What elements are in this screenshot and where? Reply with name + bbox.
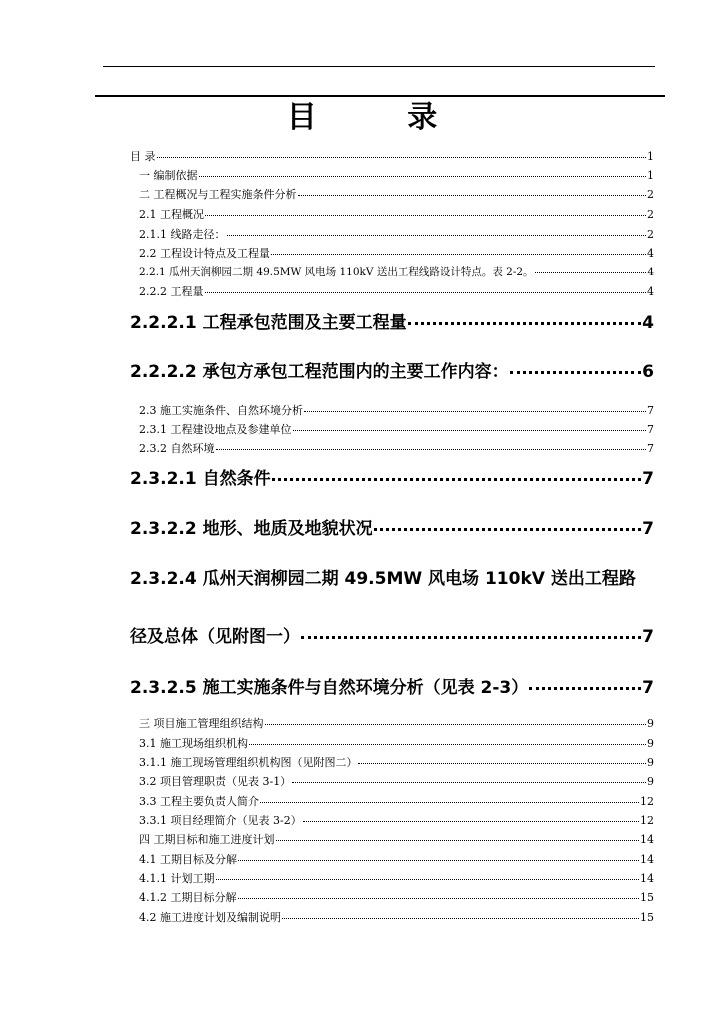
toc-leader: [293, 430, 647, 431]
toc-entry-page: 15: [640, 911, 654, 924]
toc-entry[interactable]: [130, 673, 654, 697]
toc-entry-text: 2.3.2 自然环境: [139, 442, 215, 455]
toc-entry[interactable]: [139, 402, 654, 417]
toc-entry-text: 2.3.2.5 施工实施条件与自然环境分析（见表 2-3）: [130, 678, 529, 698]
toc-entry-page: 14: [640, 872, 654, 885]
toc-leader: [282, 918, 639, 919]
toc-entry[interactable]: [139, 754, 654, 769]
toc-entry[interactable]: [139, 206, 654, 221]
toc-leader: [374, 528, 642, 531]
toc-leader: [205, 292, 647, 293]
toc-entry-text: 4.2 施工进度计划及编制说明: [139, 911, 281, 924]
toc-entry-text: 3.3 工程主要负责人简介: [139, 795, 259, 808]
toc-entry[interactable]: [139, 186, 654, 201]
toc-entry-text: 2.3.1 工程建设地点及参建单位: [139, 423, 292, 436]
toc-leader: [238, 860, 639, 861]
toc-entry-page: 4: [647, 266, 654, 278]
toc-entry-page: 2: [647, 228, 654, 241]
toc-entry[interactable]: [139, 851, 654, 866]
toc-entry-text: 2.2.1 瓜州天润柳园二期 49.5MW 风电场 110kV 送出工程线路设计特点。表 2-2。: [139, 266, 534, 278]
toc-entry-text: 三 项目施工管理组织结构: [139, 717, 264, 730]
toc-entry[interactable]: [139, 870, 654, 885]
toc-entry[interactable]: [139, 735, 654, 750]
toc-entry-text: 3.3.1 项目经理简介（见表 3-2）: [139, 814, 302, 827]
toc-entry-text: 2.1 工程概况: [139, 208, 204, 221]
toc-entry-page: 4: [642, 313, 654, 333]
toc-entry[interactable]: [139, 715, 654, 730]
toc-entry-text: 二 工程概况与工程实施条件分析: [139, 188, 297, 201]
toc-entry[interactable]: [139, 421, 654, 436]
toc-entry-page: 1: [647, 150, 654, 163]
toc-entry-page: 7: [642, 519, 654, 539]
toc-entry-page: 14: [640, 833, 654, 846]
toc-entry-text: 一 编制依据: [139, 169, 198, 182]
toc-entry-page: 9: [647, 756, 654, 769]
toc-leader: [205, 215, 646, 216]
toc-leader: [265, 724, 647, 725]
toc-entry[interactable]: [130, 464, 654, 488]
toc-entry-page: 7: [647, 423, 654, 436]
toc-entry[interactable]: [139, 773, 654, 788]
toc-entry-page: 9: [647, 737, 654, 750]
toc-leader: [271, 254, 646, 255]
toc-entry-text: 2.3.2.2 地形、地质及地貌状况: [130, 519, 373, 539]
toc-entry[interactable]: [130, 148, 654, 163]
toc-leader: [272, 478, 642, 481]
toc-entry[interactable]: [139, 831, 654, 846]
toc-entry[interactable]: [139, 889, 654, 904]
toc-entry[interactable]: [139, 226, 654, 241]
toc-leader: [249, 744, 646, 745]
toc-entry-page: 9: [647, 775, 654, 788]
toc-leader: [358, 763, 646, 764]
toc-leader: [408, 322, 642, 325]
toc-leader: [199, 176, 647, 177]
toc-entry-text: 四 工期目标和施工进度计划: [139, 833, 275, 846]
toc-leader: [216, 449, 647, 450]
toc-leader: [298, 195, 647, 196]
toc-entry-page: 2: [647, 188, 654, 201]
toc-leader: [292, 782, 646, 783]
toc-entry-page: 2: [647, 208, 654, 221]
toc-entry-page: 7: [642, 469, 654, 489]
toc-entry[interactable]: [139, 909, 654, 924]
toc-leader: [304, 411, 646, 412]
toc-leader: [535, 272, 647, 273]
toc-entry-page: 7: [642, 678, 654, 698]
toc-entry-text: 2.3 施工实施条件、自然环境分析: [139, 404, 303, 417]
toc-leader: [301, 636, 641, 639]
toc-entry-page: 12: [640, 795, 654, 808]
toc-entry-text: 径及总体（见附图一）: [130, 627, 300, 647]
toc-entry[interactable]: [130, 357, 654, 381]
toc-leader: [510, 371, 642, 374]
toc-entry[interactable]: [139, 283, 654, 298]
toc-entry-page: 14: [640, 853, 654, 866]
toc-entry[interactable]: [130, 622, 654, 646]
toc-entry-text: 3.1.1 施工现场管理组织机构图（见附图二）: [139, 756, 358, 769]
toc-entry[interactable]: [139, 167, 654, 182]
toc-leader: [276, 840, 640, 841]
toc-leader: [529, 687, 641, 690]
toc-entry[interactable]: [139, 264, 654, 279]
toc-entry[interactable]: [139, 440, 654, 455]
toc-leader: [227, 235, 647, 236]
toc-entry-text: 2.3.2.1 自然条件: [130, 469, 271, 489]
toc-entry-page: 12: [640, 814, 654, 827]
toc-entry-text: 目 录: [130, 150, 156, 163]
toc-entry-page: 15: [640, 891, 654, 904]
toc-entry[interactable]: [130, 514, 654, 538]
toc-leader: [216, 879, 640, 880]
toc-entry-text: 2.3.2.4 瓜州天润柳园二期 49.5MW 风电场 110kV 送出工程路: [130, 569, 636, 589]
toc-entry-text: 2.2 工程设计特点及工程量: [139, 247, 270, 260]
toc-entry[interactable]: [139, 812, 654, 827]
toc-entry-wrapped[interactable]: [130, 564, 654, 588]
toc-entry-text: 4.1.1 计划工期: [139, 872, 215, 885]
toc-entry-page: 7: [647, 442, 654, 455]
toc-entry-text: 2.2.2.1 工程承包范围及主要工程量: [130, 313, 407, 333]
toc-leader: [157, 157, 647, 158]
toc-entry-page: 7: [642, 627, 654, 647]
toc-entry-page: 6: [642, 362, 654, 382]
toc-entry-page: 4: [647, 247, 654, 260]
toc-entry-text: 2.1.1 线路走径：: [139, 228, 226, 241]
toc-leader: [260, 802, 639, 803]
toc-entry-text: 4.1 工期目标及分解: [139, 853, 237, 866]
toc-entry-page: 1: [647, 169, 654, 182]
toc-entry-text: 2.2.2 工程量: [139, 285, 204, 298]
toc-entry-page: 7: [647, 404, 654, 417]
page-title: 目 录: [286, 100, 478, 135]
toc-entry-text: 4.1.2 工期目标分解: [139, 891, 237, 904]
toc-entry-page: 9: [647, 717, 654, 730]
toc-entry-text: 3.1 施工现场组织机构: [139, 737, 248, 750]
toc-leader: [238, 898, 640, 899]
toc-entry[interactable]: [139, 793, 654, 808]
toc-entry[interactable]: [139, 245, 654, 260]
toc-entry-page: 4: [647, 285, 654, 298]
toc-entry[interactable]: [130, 308, 654, 332]
toc-leader: [303, 821, 639, 822]
toc-entry-text: 3.2 项目管理职责（见表 3-1）: [139, 775, 292, 788]
toc-entry-text: 2.2.2.2 承包方承包工程范围内的主要工作内容：: [130, 362, 509, 382]
